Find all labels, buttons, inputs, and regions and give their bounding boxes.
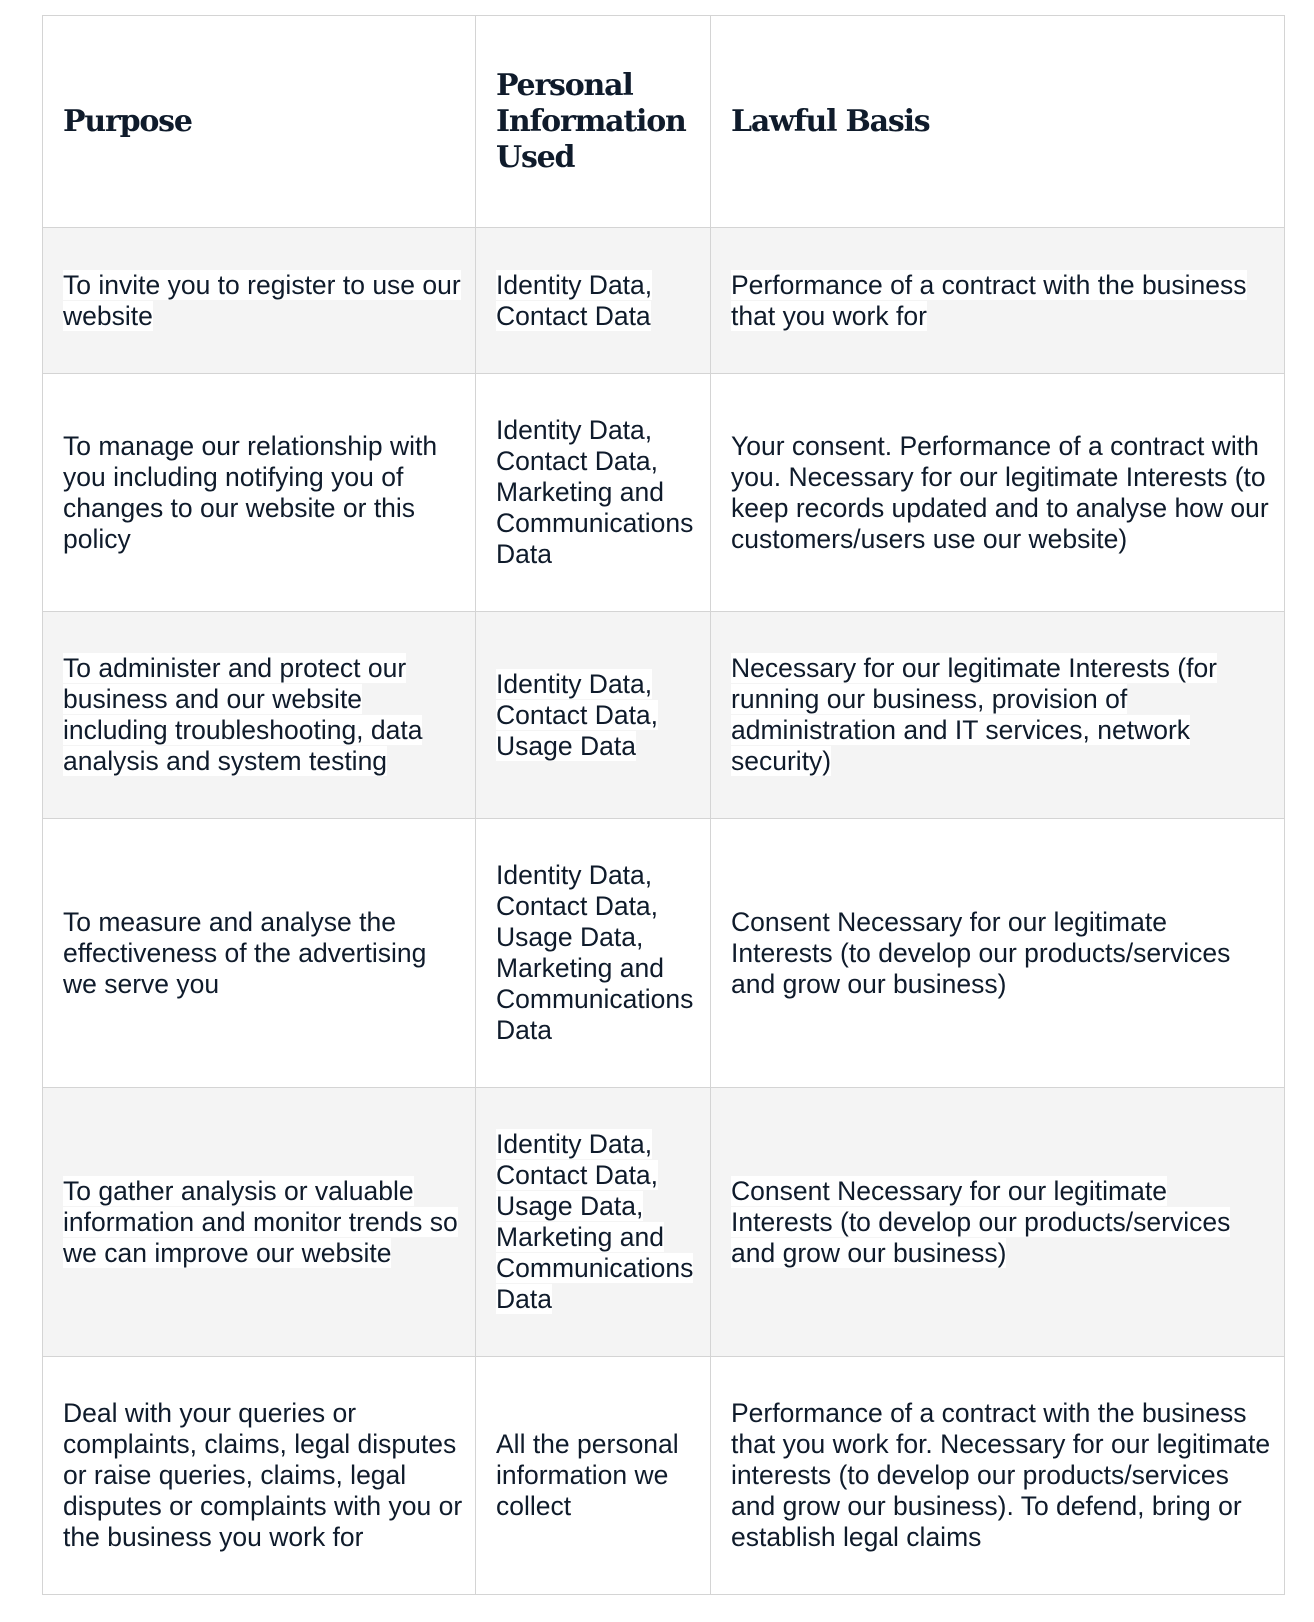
cell-info-text: Identity Data, Contact Data, Usage Data, Marketing and Communications Data [496,860,694,1045]
cell-info [476,1357,711,1595]
table-row [43,612,1285,819]
table-header-row [43,16,1285,228]
cell-info-text: Identity Data, Contact Data, Usage Data [496,668,659,761]
header-personal-information-used: Personal Information Used [476,16,711,228]
cell-basis-text: Performance of a contract with the business that you work for [731,269,1247,331]
cell-purpose-text: To invite you to register to use our website [63,269,461,331]
cell-basis-text: Performance of a contract with the business that you work for. Necessary for our legitimate interests (to develop our products/services and grow our business). To defend, bring or establish legal claims [731,1398,1271,1552]
table-row [43,1357,1285,1595]
cell-purpose-text: To gather analysis or valuable information and monitor trends so we can improve our website [63,1175,458,1268]
cell-basis [711,374,1285,612]
header-lawful-basis: Lawful Basis [711,16,1285,228]
cell-basis [711,1357,1285,1595]
cell-purpose-text: To manage our relationship with you including notifying you of changes to our website or this policy [63,430,438,554]
cell-purpose [43,228,476,374]
table-row [43,819,1285,1088]
cell-info-text: Identity Data, Contact Data, Usage Data, Marketing and Communications Data [496,1129,694,1314]
cell-basis [711,612,1285,819]
cell-info [476,819,711,1088]
cell-info [476,374,711,612]
lawful-basis-table-container [42,15,1285,1595]
table-row [43,374,1285,612]
lawful-basis-table [42,15,1285,1595]
cell-basis [711,1088,1285,1357]
cell-purpose-text: Deal with your queries or complaints, claims, legal disputes or raise queries, claims, legal disputes or complaints with you or the business you work for [63,1398,463,1552]
cell-basis-text: Necessary for our legitimate Interests (for running our business, provision of administration and IT services, network security) [731,653,1218,776]
cell-info-text: Identity Data, Contact Data, Marketing and Communications Data [496,415,694,569]
cell-purpose [43,374,476,612]
cell-info-text: All the personal information we collect [496,1429,679,1521]
header-purpose: Purpose [43,16,476,228]
cell-purpose [43,819,476,1088]
cell-info-text: Identity Data, Contact Data [496,269,653,331]
cell-purpose-text: To administer and protect our business and our website including troubleshooting, data analysis and system testing [63,653,423,776]
cell-basis [711,228,1285,374]
cell-info [476,1088,711,1357]
cell-basis-text: Your consent. Performance of a contract with you. Necessary for our legitimate Interests (to keep records updated and to analyse how our customers/users use our website) [731,430,1269,554]
cell-info [476,228,711,374]
cell-basis [711,819,1285,1088]
cell-purpose [43,612,476,819]
cell-purpose [43,1088,476,1357]
cell-basis-text: Consent Necessary for our legitimate Interests (to develop our products/services and grow our business) [731,906,1231,999]
cell-info [476,612,711,819]
table-row [43,1088,1285,1357]
table-row [43,228,1285,374]
cell-basis-text: Consent Necessary for our legitimate Interests (to develop our products/services and grow our business) [731,1175,1231,1268]
cell-purpose-text: To measure and analyse the effectiveness of the advertising we serve you [63,906,427,999]
cell-purpose [43,1357,476,1595]
